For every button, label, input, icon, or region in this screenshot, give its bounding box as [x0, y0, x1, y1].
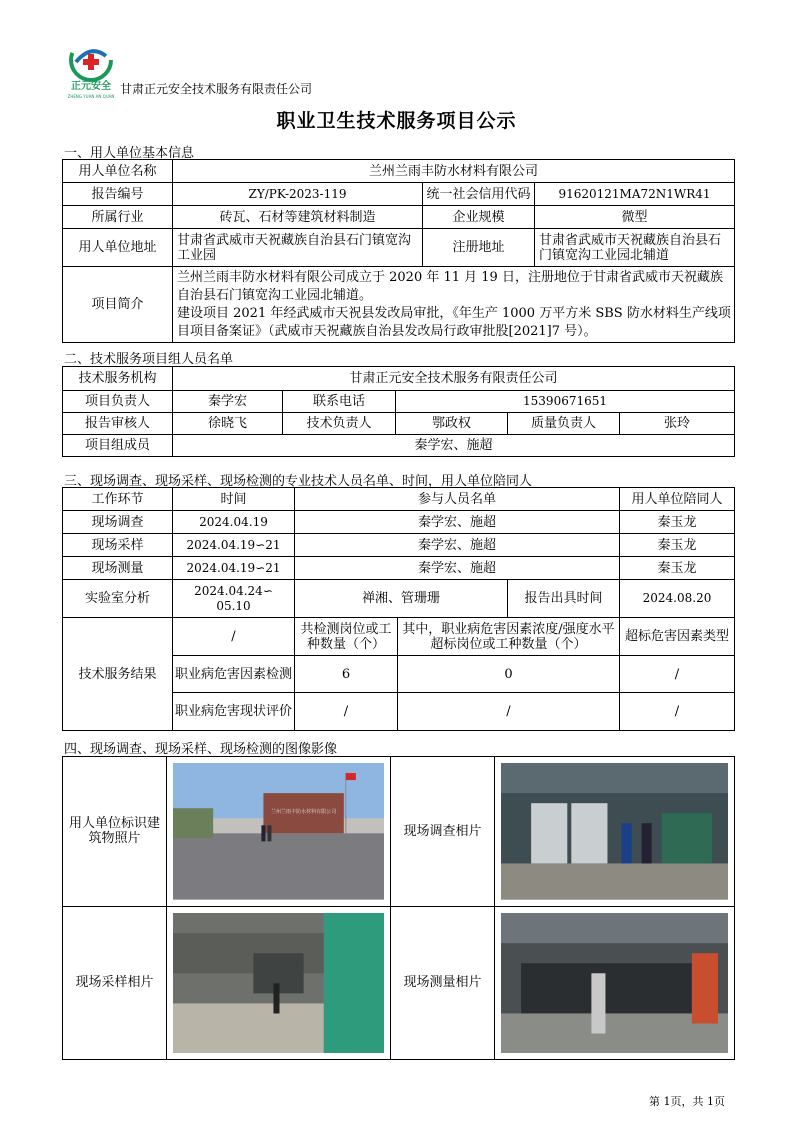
detect-count: 6 — [295, 656, 398, 693]
quality-lead-label: 质量负责人 — [508, 413, 620, 435]
photo-survey — [495, 757, 735, 907]
escort-cell: 秦玉龙 — [620, 557, 735, 580]
org-label: 技术服务机构 — [63, 367, 173, 391]
company-logo-icon — [64, 36, 118, 100]
section-2-title: 二、技术服务项目组人员名单 — [64, 352, 234, 367]
reg-address-label: 注册地址 — [423, 229, 535, 267]
measure-photo — [501, 913, 728, 1054]
report-time: 2024.08.20 — [620, 580, 735, 618]
employer-name-label: 用人单位名称 — [63, 160, 173, 183]
tech-lead: 鄂政权 — [396, 413, 508, 435]
project-leader: 秦学宏 — [173, 391, 283, 413]
result-header-over: 其中，职业病危害因素浓度/强度水平超标岗位或工种数量（个） — [398, 618, 620, 656]
report-time-label: 报告出具时间 — [508, 580, 620, 618]
sampling-photo — [173, 913, 384, 1054]
contact-phone: 15390671651 — [396, 391, 735, 413]
section-1-title: 一、用人单位基本信息 — [64, 146, 195, 161]
logo-subtext: ZHENG YUAN AN QUAN — [67, 94, 115, 99]
page-title: 职业卫生技术服务项目公示 — [276, 110, 517, 132]
page-footer: 第 1页，共 1页 — [649, 1095, 725, 1108]
logo-text: 正元安全 — [71, 81, 111, 92]
building-photo — [173, 763, 384, 900]
scale-label: 企业规模 — [423, 206, 535, 229]
section-3-title: 三、现场调查、现场采样、现场检测的专业技术人员名单、时间，用人单位陪同人 — [64, 474, 533, 489]
time-cell: 2024.04.19∽21 — [173, 534, 295, 557]
people-cell: 秦学宏、施超 — [295, 511, 620, 534]
sign-text: 兰州兰雨丰防水材料有限公司 — [271, 809, 337, 816]
detect-label: 职业病危害因素检测 — [173, 656, 295, 693]
col-time: 时间 — [173, 488, 295, 511]
result-header-type: 超标危害因素类型 — [620, 618, 735, 656]
report-no-label: 报告编号 — [63, 183, 173, 206]
lab-time — [173, 580, 295, 618]
industry: 砖瓦、石材等建筑材料制造 — [173, 206, 423, 229]
employer-info-table — [62, 159, 735, 343]
escort-cell: 秦玉龙 — [620, 534, 735, 557]
page-header — [64, 36, 484, 106]
reviewer-label: 报告审核人 — [63, 413, 173, 435]
address-label: 用人单位地址 — [63, 229, 173, 267]
eval-type: / — [620, 693, 735, 731]
intro-paragraph-1: 兰州兰雨丰防水材料有限公司成立于 2020 年 11 月 19 日，注册地位于甘肃省武威市天祝藏族自治县石门镇宽沟工业园北辅道。 — [177, 269, 723, 303]
scale: 微型 — [535, 206, 735, 229]
team-table — [62, 366, 735, 457]
section-4-title: 四、现场调查、现场采样、现场检测的图像影像 — [64, 742, 338, 757]
detect-type: / — [620, 656, 735, 693]
service-org: 甘肃正元安全技术服务有限责任公司 — [173, 367, 735, 391]
photo2-label: 现场调查相片 — [391, 757, 495, 907]
employer-name: 兰州兰雨丰防水材料有限公司 — [173, 160, 735, 183]
photo4-label: 现场测量相片 — [391, 906, 495, 1060]
photo-measure — [495, 906, 735, 1060]
eval-count: / — [295, 693, 398, 731]
stage-cell: 现场采样 — [63, 534, 173, 557]
company-name: 甘肃正元安全技术服务有限责任公司 — [120, 82, 313, 96]
report-no: ZY/PK-2023-119 — [173, 183, 423, 206]
photo-building — [167, 757, 391, 907]
industry-label: 所属行业 — [63, 206, 173, 229]
photo3-label: 现场采样相片 — [63, 906, 167, 1060]
credit-code: 91620121MA72N1WR41 — [535, 183, 735, 206]
table-row — [63, 511, 735, 534]
photo1-label: 用人单位标识建筑物照片 — [63, 757, 167, 907]
address: 甘肃省武威市天祝藏族自治县石门镇宽沟工业园 — [173, 229, 423, 267]
time-cell: 2024.04.19∽21 — [173, 557, 295, 580]
result-header-blank: / — [173, 618, 295, 656]
intro-paragraph-2: 建设项目 2021 年经武威市天祝县发改局审批，《年生产 1000 万平方米 SBS 防水材料生产线项目项目备案证》（武威市天祝藏族自治县发改局行政审批股[2021]7 号）。 — [177, 305, 731, 339]
report-reviewer: 徐晓飞 — [173, 413, 283, 435]
members-label: 项目组成员 — [63, 435, 173, 457]
intro-label: 项目简介 — [63, 267, 173, 343]
quality-lead: 张玲 — [620, 413, 735, 435]
col-people: 参与人员名单 — [295, 488, 620, 511]
credit-code-label: 统一社会信用代码 — [423, 183, 535, 206]
lab-label: 实验室分析 — [63, 580, 173, 618]
stage-cell: 现场调查 — [63, 511, 173, 534]
people-cell: 秦学宏、施超 — [295, 557, 620, 580]
col-escort: 用人单位陪同人 — [620, 488, 735, 511]
eval-label: 职业病危害现状评价 — [173, 693, 295, 731]
project-intro — [173, 267, 735, 343]
detect-over: 0 — [398, 656, 620, 693]
col-stage: 工作环节 — [63, 488, 173, 511]
reg-address: 甘肃省武威市天祝藏族自治县石门镇宽沟工业园北辅道 — [535, 229, 735, 267]
lab-time-start: 2024.04.24∽ — [194, 583, 273, 598]
table-row — [63, 557, 735, 580]
table-row — [63, 534, 735, 557]
lab-time-end: 05.10 — [216, 598, 251, 613]
leader-label: 项目负责人 — [63, 391, 173, 413]
result-label: 技术服务结果 — [63, 618, 173, 731]
team-members: 秦学宏、施超 — [173, 435, 735, 457]
lab-people: 禅湘、管珊珊 — [295, 580, 508, 618]
stage-cell: 现场测量 — [63, 557, 173, 580]
photo-table — [62, 756, 735, 1060]
photo-sampling — [167, 906, 391, 1060]
eval-over: / — [398, 693, 620, 731]
time-cell: 2024.04.19 — [173, 511, 295, 534]
survey-photo — [501, 763, 728, 900]
result-header-count: 共检测岗位或工种数量（个） — [295, 618, 398, 656]
phone-label: 联系电话 — [283, 391, 396, 413]
escort-cell: 秦玉龙 — [620, 511, 735, 534]
fieldwork-table — [62, 487, 735, 731]
people-cell: 秦学宏、施超 — [295, 534, 620, 557]
tech-lead-label: 技术负责人 — [283, 413, 396, 435]
